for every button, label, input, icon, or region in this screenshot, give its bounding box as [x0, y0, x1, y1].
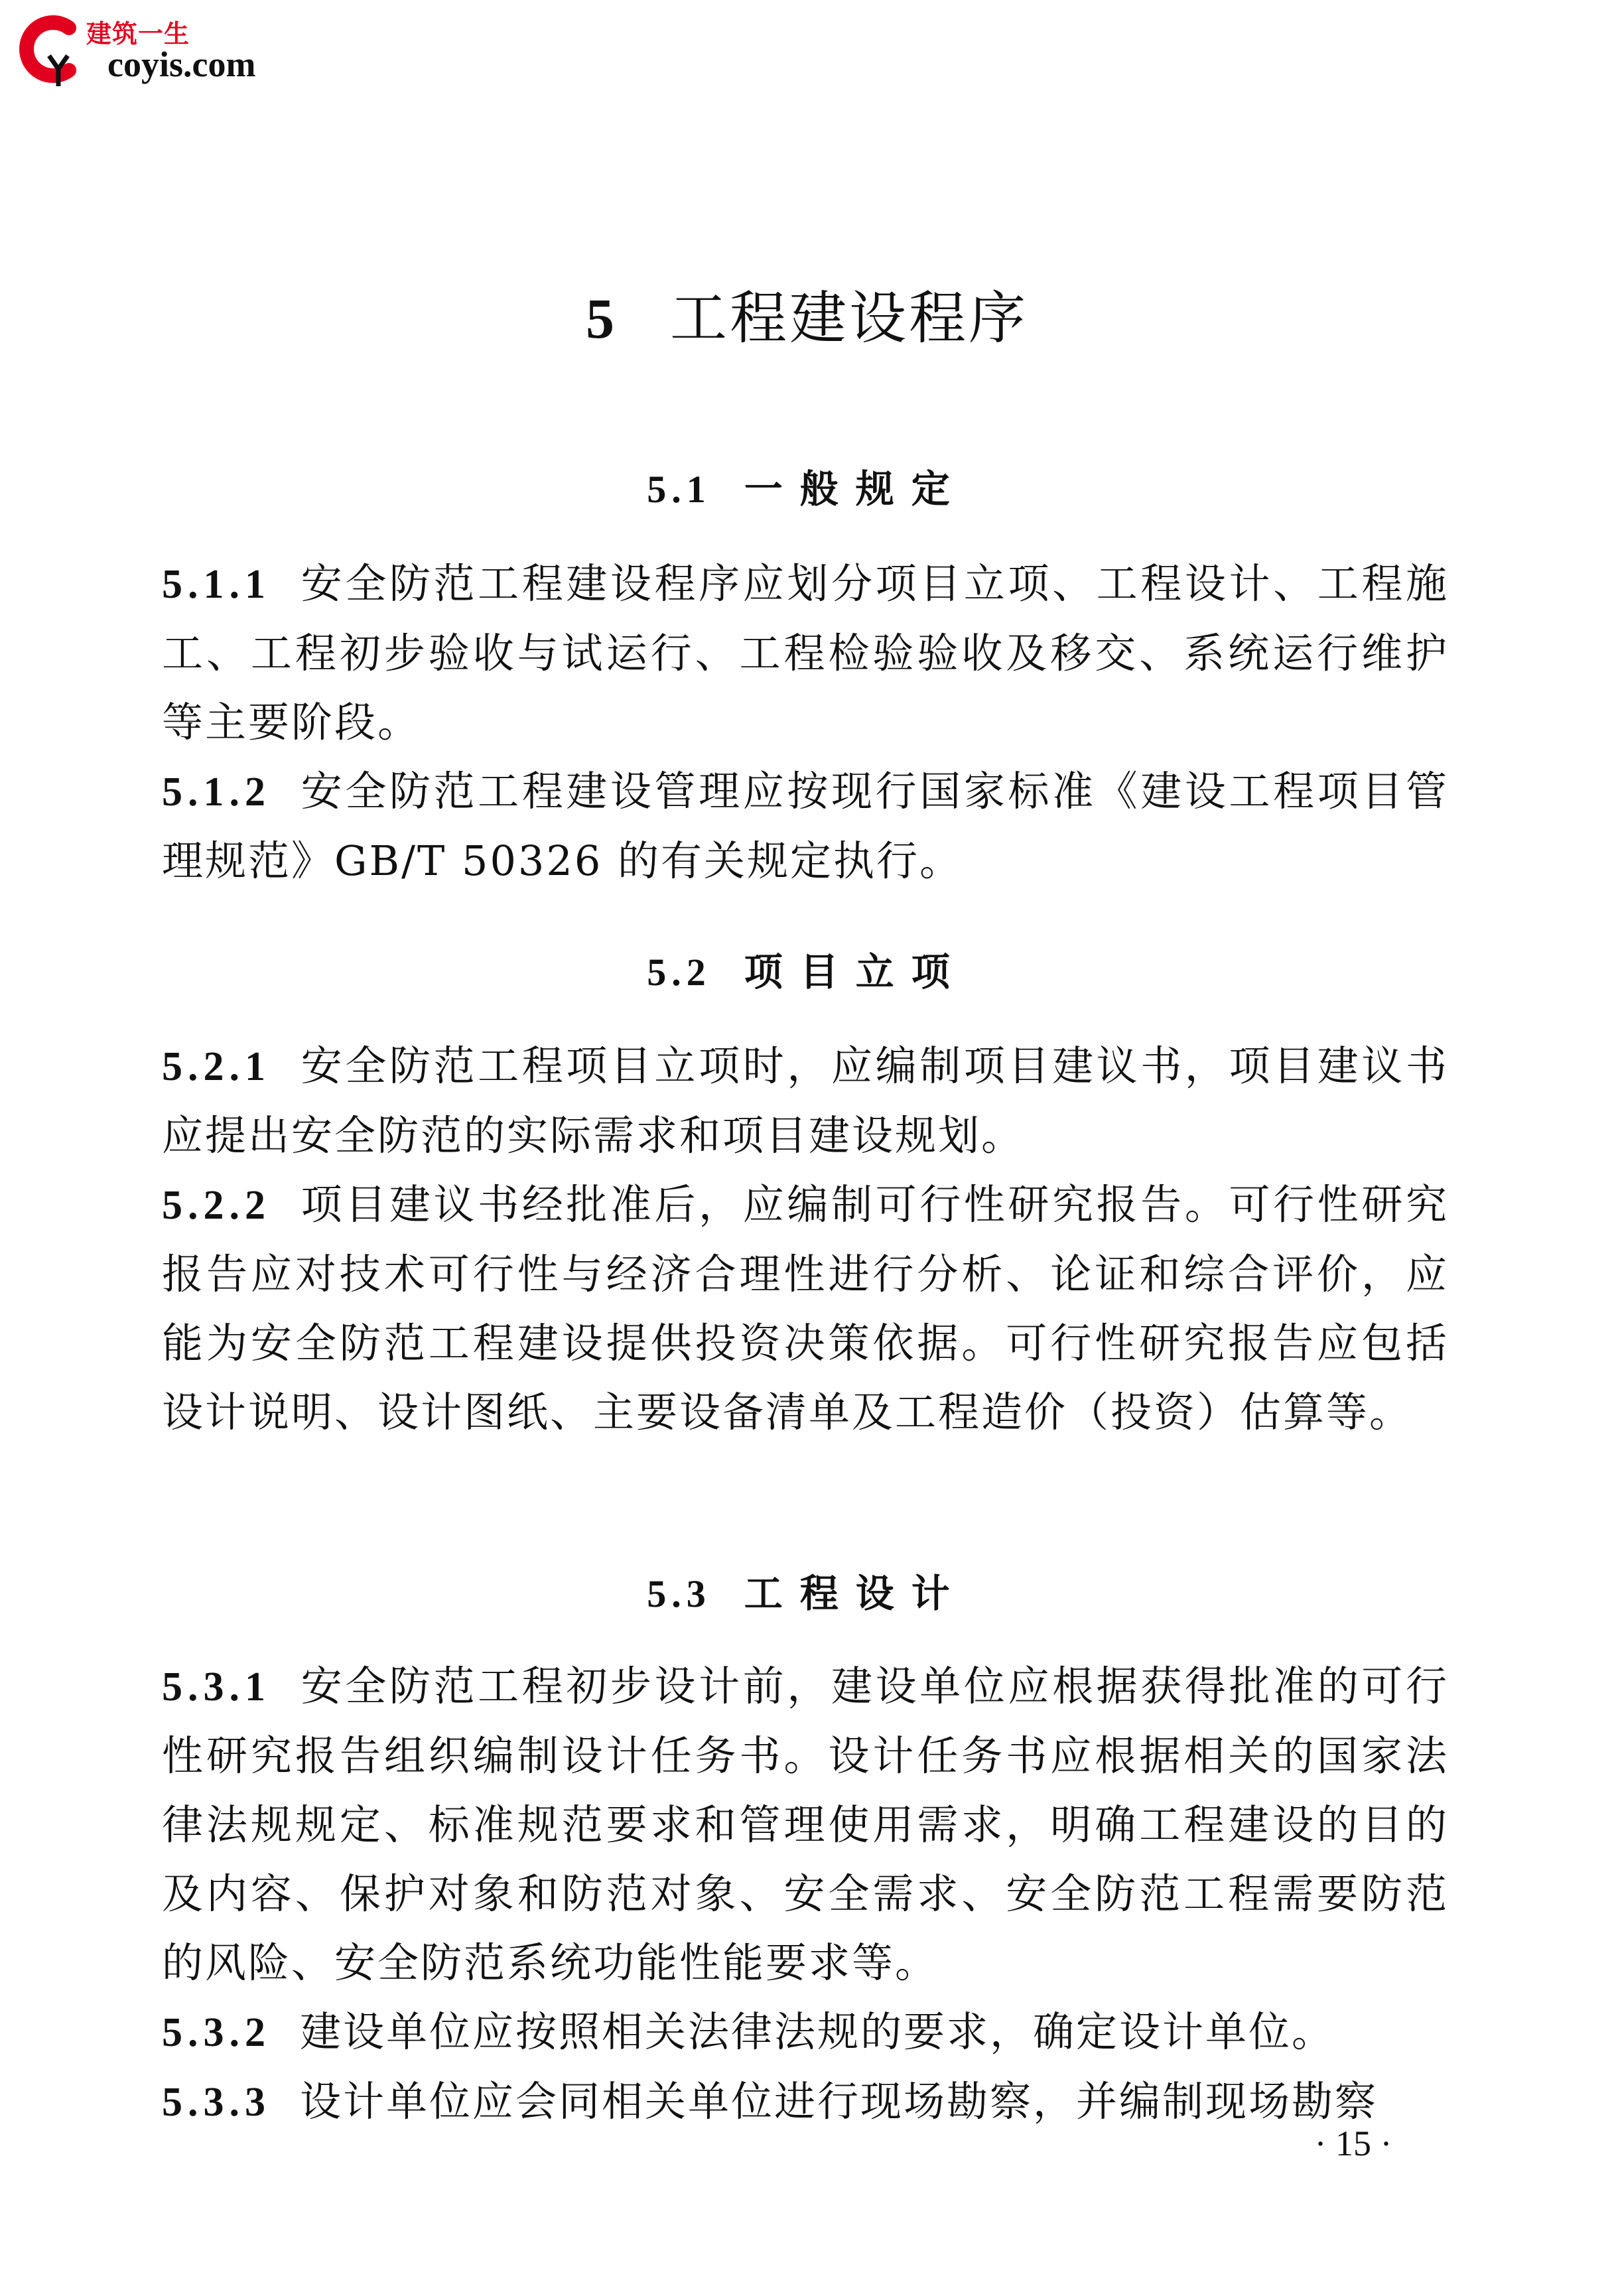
chapter-number: 5 — [586, 287, 617, 350]
clause-number: 5.2.1 — [162, 1044, 271, 1089]
clause-5-2-1 — [162, 1032, 1449, 1170]
clause-text: 安全防范工程项目立项时，应编制项目建议书，项目建议书应提出安全防范的实际需求和项目建设规划。 — [162, 1042, 1449, 1160]
chapter-title-text: 工程建设程序 — [670, 285, 1028, 352]
clause-text: 建设单位应按照相关法律法规的要求，确定设计单位。 — [300, 2007, 1335, 2056]
watermark-site-url: coyis.com — [107, 44, 256, 84]
section-title-text: 工程设计 — [744, 1571, 967, 1616]
chapter-title — [0, 272, 1614, 354]
clause-5-2-2 — [162, 1170, 1449, 1447]
section-5-3-body — [162, 1652, 1449, 2137]
clause-number: 5.1.2 — [162, 770, 271, 815]
clause-number: 5.3.1 — [162, 1664, 271, 1710]
section-5-1-body — [162, 549, 1449, 896]
clause-number: 5.2.2 — [162, 1183, 271, 1228]
clause-text: 安全防范工程初步设计前，建设单位应根据获得批准的可行性研究报告组织编制设计任务书。设计任务书应根据相关的国家法律法规规定、标准规范要求和管理使用需求，明确工程建设的目的及内容、保护对象和防范对象、安全需求、安全防范工程需要防范的风险、安全防范系统功能性能要求等。 — [162, 1662, 1449, 1987]
clause-text: 安全防范工程建设管理应按现行国家标准《建设工程项目管理规范》GB/T 50326 的有关规定执行。 — [162, 767, 1449, 885]
section-heading-5-1 — [0, 458, 1614, 513]
page-number: · 15 · — [1314, 2124, 1392, 2163]
section-heading-5-2 — [0, 941, 1614, 996]
clause-number: 5.1.1 — [162, 562, 271, 607]
watermark — [8, 9, 287, 89]
section-number: 5.1 — [647, 468, 711, 511]
watermark-site-name: 建筑一生 — [86, 19, 190, 48]
clause-5-3-1 — [162, 1652, 1449, 1997]
clause-text: 安全防范工程建设程序应划分项目立项、工程设计、工程施工、工程初步验收与试运行、工程检验验收及移交、系统运行维护等主要阶段。 — [162, 559, 1449, 746]
coyis-logo-icon — [8, 9, 88, 89]
clause-5-3-3 — [162, 2067, 1449, 2137]
section-5-2-body — [162, 1032, 1449, 1447]
clause-5-1-2 — [162, 757, 1449, 896]
clause-number: 5.3.2 — [162, 2010, 271, 2055]
clause-text: 项目建议书经批准后，应编制可行性研究报告。可行性研究报告应对技术可行性与经济合理性进行分析、论证和综合评价，应能为安全防范工程建设提供投资决策依据。可行性研究报告应包括设计说明、设计图纸、主要设备清单及工程造价（投资）估算等。 — [162, 1180, 1449, 1436]
clause-5-1-1 — [162, 549, 1449, 757]
section-number: 5.2 — [647, 951, 711, 994]
clause-number: 5.3.3 — [162, 2080, 271, 2125]
clause-5-3-2 — [162, 1997, 1449, 2067]
section-number: 5.3 — [647, 1572, 711, 1615]
section-title-text: 项目立项 — [744, 949, 967, 994]
section-title-text: 一般规定 — [744, 466, 967, 511]
section-heading-5-3 — [0, 1562, 1614, 1618]
clause-text: 设计单位应会同相关单位进行现场勘察，并编制现场勘察 — [300, 2077, 1379, 2126]
